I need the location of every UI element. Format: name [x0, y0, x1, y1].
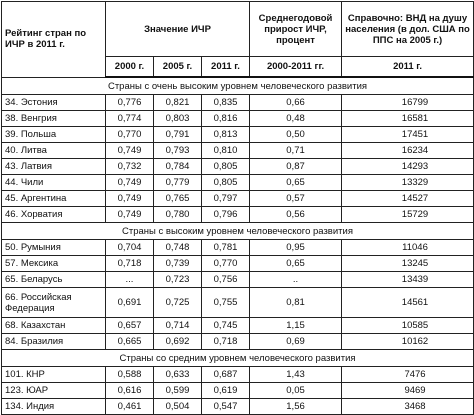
table-row: [2, 143, 474, 159]
hdi-2000-cell: 0,665: [106, 334, 154, 350]
hdi-2000-cell: 0,588: [106, 367, 154, 383]
growth-cell: 0,87: [250, 159, 342, 175]
hdi-2005-cell: 0,821: [154, 95, 202, 111]
hdi-2000-cell: 0,774: [106, 111, 154, 127]
growth-header: Среднегодовой прирост ИЧР, процент: [250, 2, 342, 57]
hdi-2000-cell: 0,776: [106, 95, 154, 111]
hdi-header: Значение ИЧР: [106, 2, 250, 57]
year-2011-header: 2011 г.: [202, 57, 250, 78]
table-row: [2, 191, 474, 207]
gni-cell: 14561: [342, 288, 474, 318]
country-cell: 40. Литва: [2, 143, 106, 159]
hdi-2011-cell: 0,619: [202, 383, 250, 399]
hdi-2005-cell: 0,791: [154, 127, 202, 143]
hdi-2011-cell: 0,781: [202, 240, 250, 256]
growth-cell: 0,71: [250, 143, 342, 159]
growth-cell: 1,15: [250, 318, 342, 334]
hdi-2005-cell: 0,765: [154, 191, 202, 207]
hdi-2011-cell: 0,810: [202, 143, 250, 159]
gni-year-header: 2011 г.: [342, 57, 474, 78]
country-cell: 123. ЮАР: [2, 383, 106, 399]
table-row: [2, 334, 474, 350]
hdi-2011-cell: 0,755: [202, 288, 250, 318]
country-cell: 50. Румыния: [2, 240, 106, 256]
hdi-2005-cell: 0,692: [154, 334, 202, 350]
group-row: [2, 223, 474, 240]
gni-cell: 16234: [342, 143, 474, 159]
growth-cell: 1,56: [250, 399, 342, 415]
hdi-2005-cell: 0,748: [154, 240, 202, 256]
growth-cell: 0,65: [250, 175, 342, 191]
table-row: [2, 159, 474, 175]
hdi-2005-cell: 0,725: [154, 288, 202, 318]
hdi-2000-cell: 0,691: [106, 288, 154, 318]
growth-cell: 0,69: [250, 334, 342, 350]
hdi-2000-cell: 0,749: [106, 191, 154, 207]
country-cell: 44. Чили: [2, 175, 106, 191]
hdi-2005-cell: 0,779: [154, 175, 202, 191]
hdi-2005-cell: 0,780: [154, 207, 202, 223]
growth-cell: 0,81: [250, 288, 342, 318]
table-row: [2, 175, 474, 191]
country-cell: 57. Мексика: [2, 256, 106, 272]
table-row: [2, 207, 474, 223]
group-title: Страны с высоким уровнем человеческого развития: [2, 223, 474, 240]
hdi-2005-cell: 0,803: [154, 111, 202, 127]
hdi-2011-cell: 0,745: [202, 318, 250, 334]
hdi-2000-cell: ...: [106, 272, 154, 288]
hdi-2005-cell: 0,739: [154, 256, 202, 272]
table-row: [2, 383, 474, 399]
gni-cell: 9469: [342, 383, 474, 399]
hdi-2011-cell: 0,835: [202, 95, 250, 111]
growth-cell: 0,56: [250, 207, 342, 223]
gni-cell: 16581: [342, 111, 474, 127]
hdi-2011-cell: 0,687: [202, 367, 250, 383]
growth-cell: 0,50: [250, 127, 342, 143]
hdi-2000-cell: 0,732: [106, 159, 154, 175]
table-row: [2, 127, 474, 143]
gni-cell: 17451: [342, 127, 474, 143]
country-cell: 65. Беларусь: [2, 272, 106, 288]
hdi-2000-cell: 0,704: [106, 240, 154, 256]
country-cell: 43. Латвия: [2, 159, 106, 175]
hdi-table: [1, 1, 474, 415]
gni-cell: 11046: [342, 240, 474, 256]
table-row: [2, 288, 474, 318]
country-cell: 101. КНР: [2, 367, 106, 383]
hdi-2005-cell: 0,793: [154, 143, 202, 159]
gni-cell: 13329: [342, 175, 474, 191]
growth-period-header: 2000-2011 гг.: [250, 57, 342, 78]
table-row: [2, 318, 474, 334]
hdi-2011-cell: 0,770: [202, 256, 250, 272]
hdi-2005-cell: 0,714: [154, 318, 202, 334]
hdi-2000-cell: 0,749: [106, 143, 154, 159]
hdi-table-container: [1, 1, 474, 415]
hdi-2005-cell: 0,723: [154, 272, 202, 288]
gni-cell: 14293: [342, 159, 474, 175]
rank-header: Рейтинг стран по ИЧР в 2011 г.: [2, 2, 106, 78]
hdi-2011-cell: 0,796: [202, 207, 250, 223]
growth-cell: 0,57: [250, 191, 342, 207]
hdi-2000-cell: 0,770: [106, 127, 154, 143]
hdi-2011-cell: 0,756: [202, 272, 250, 288]
table-row: [2, 256, 474, 272]
gni-cell: 7476: [342, 367, 474, 383]
hdi-2011-cell: 0,547: [202, 399, 250, 415]
country-cell: 38. Венгрия: [2, 111, 106, 127]
hdi-2000-cell: 0,749: [106, 207, 154, 223]
hdi-2005-cell: 0,504: [154, 399, 202, 415]
country-cell: 134. Индия: [2, 399, 106, 415]
country-cell: 46. Хорватия: [2, 207, 106, 223]
hdi-2011-cell: 0,816: [202, 111, 250, 127]
hdi-2011-cell: 0,797: [202, 191, 250, 207]
group-row: [2, 77, 474, 95]
gni-cell: 10585: [342, 318, 474, 334]
growth-cell: 0,05: [250, 383, 342, 399]
hdi-2011-cell: 0,718: [202, 334, 250, 350]
hdi-2000-cell: 0,749: [106, 175, 154, 191]
country-cell: 39. Польша: [2, 127, 106, 143]
gni-cell: 10162: [342, 334, 474, 350]
growth-cell: 0,65: [250, 256, 342, 272]
table-row: [2, 95, 474, 111]
gni-header: Справочно: ВНД на душу населения (в дол. США по ППС на 2005 г.): [342, 2, 474, 57]
table-row: [2, 367, 474, 383]
gni-cell: 14527: [342, 191, 474, 207]
country-cell: 66. Российская Федерация: [2, 288, 106, 318]
hdi-2005-cell: 0,599: [154, 383, 202, 399]
country-cell: 84. Бразилия: [2, 334, 106, 350]
hdi-2000-cell: 0,616: [106, 383, 154, 399]
growth-cell: 0,66: [250, 95, 342, 111]
gni-cell: 15729: [342, 207, 474, 223]
table-row: [2, 240, 474, 256]
hdi-2011-cell: 0,805: [202, 159, 250, 175]
hdi-2005-cell: 0,633: [154, 367, 202, 383]
group-title: Страны со средним уровнем человеческого развития: [2, 350, 474, 367]
table-row: [2, 111, 474, 127]
table-body: [2, 77, 474, 415]
hdi-2000-cell: 0,657: [106, 318, 154, 334]
growth-cell: 0,95: [250, 240, 342, 256]
gni-cell: 16799: [342, 95, 474, 111]
hdi-2005-cell: 0,784: [154, 159, 202, 175]
gni-cell: 3468: [342, 399, 474, 415]
growth-cell: 1,43: [250, 367, 342, 383]
year-2000-header: 2000 г.: [106, 57, 154, 78]
hdi-2011-cell: 0,805: [202, 175, 250, 191]
group-row: [2, 350, 474, 367]
gni-cell: 13245: [342, 256, 474, 272]
gni-cell: 13439: [342, 272, 474, 288]
hdi-2011-cell: 0,813: [202, 127, 250, 143]
table-row: [2, 399, 474, 415]
hdi-2000-cell: 0,718: [106, 256, 154, 272]
hdi-2000-cell: 0,461: [106, 399, 154, 415]
group-title: Страны с очень высоким уровнем человеческого развития: [2, 77, 474, 95]
country-cell: 68. Казахстан: [2, 318, 106, 334]
year-2005-header: 2005 г.: [154, 57, 202, 78]
country-cell: 34. Эстония: [2, 95, 106, 111]
growth-cell: ..: [250, 272, 342, 288]
country-cell: 45. Аргентина: [2, 191, 106, 207]
table-row: [2, 272, 474, 288]
growth-cell: 0,48: [250, 111, 342, 127]
